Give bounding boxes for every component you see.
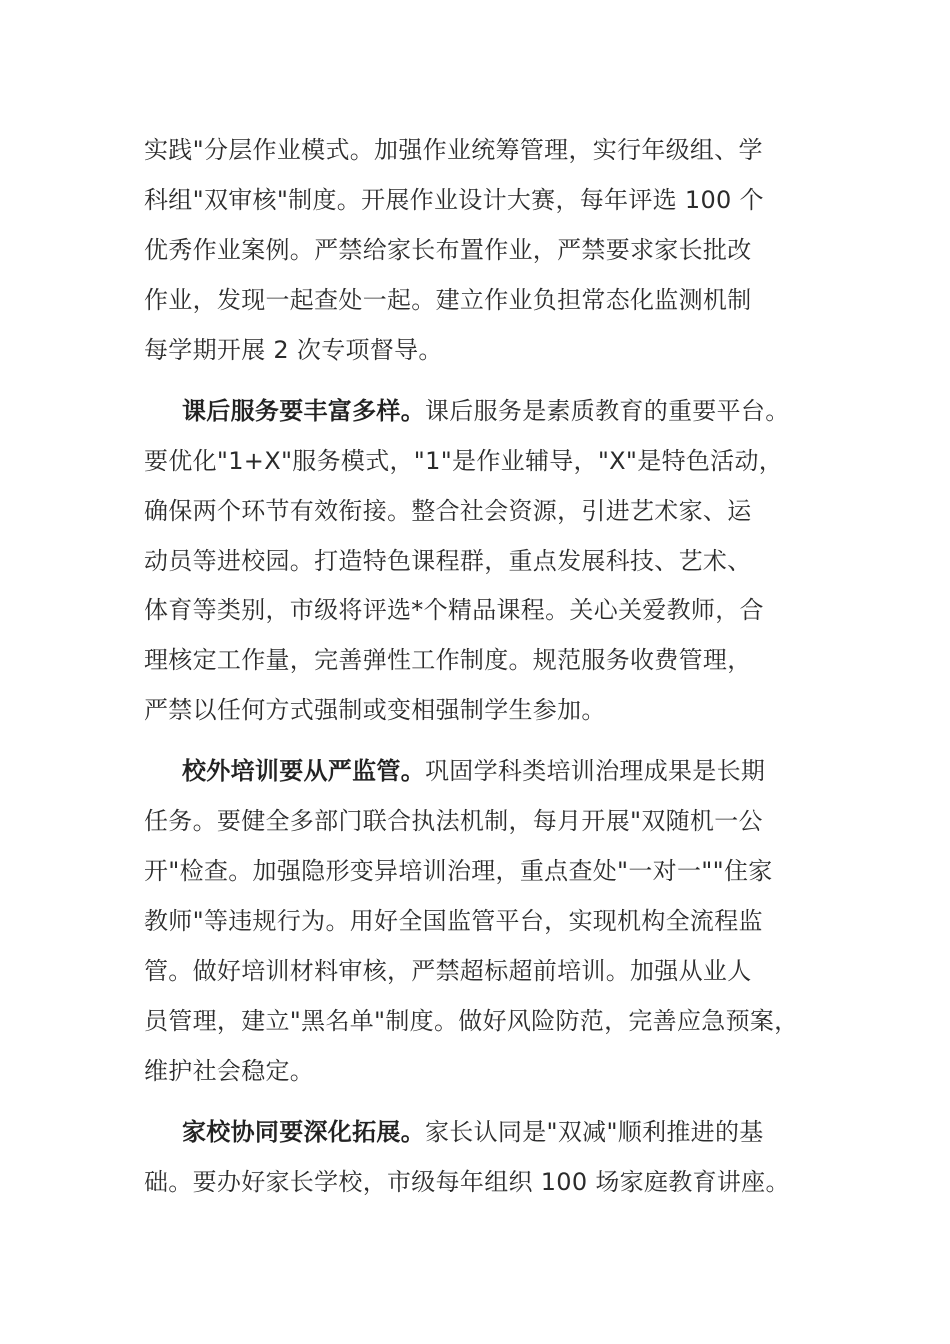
paragraph-1-line-2: 科组"双审核"制度。开展作业设计大赛，每年评选 100 个	[144, 186, 764, 214]
paragraph-2-line-6: 理核定工作量，完善弹性工作制度。规范服务收费管理，	[144, 646, 752, 674]
paragraph-3-heading: 校外培训要从严监管。	[182, 757, 425, 785]
paragraph-3-first-line	[182, 754, 765, 788]
paragraph-4-line-2: 础。要办好家长学校，市级每年组织 100 场家庭教育讲座。	[144, 1168, 790, 1196]
paragraph-1-line-1: 实践"分层作业模式。加强作业统筹管理，实行年级组、学	[144, 136, 763, 164]
paragraph-1-line-4: 作业，发现一起查处一起。建立作业负担常态化监测机制	[144, 286, 752, 314]
paragraph-4-heading: 家校协同要深化拓展。	[182, 1118, 425, 1146]
paragraph-2-line-2: 要优化"1+X"服务模式，"1"是作业辅导，"X"是特色活动，	[144, 447, 784, 475]
paragraph-1-line-3: 优秀作业案例。严禁给家长布置作业，严禁要求家长批改	[144, 236, 752, 264]
paragraph-3-line-6: 员管理，建立"黑名单"制度。做好风险防范，完善应急预案，	[144, 1007, 799, 1035]
paragraph-3-line-2: 任务。要健全多部门联合执法机制，每月开展"双随机一公	[144, 807, 763, 835]
paragraph-2-line-4: 动员等进校园。打造特色课程群，重点发展科技、艺术、	[144, 547, 752, 575]
paragraph-2-first-line	[182, 394, 790, 428]
paragraph-2-heading: 课后服务要丰富多样。	[182, 397, 425, 425]
paragraph-3-first-text: 巩固学科类培训治理成果是长期	[425, 757, 766, 785]
paragraph-3-line-7: 维护社会稳定。	[144, 1057, 315, 1085]
paragraph-3-line-5: 管。做好培训材料审核，严禁超标超前培训。加强从业人	[144, 957, 752, 985]
paragraph-4-first-text: 家长认同是"双减"顺利推进的基	[425, 1118, 764, 1146]
paragraph-1-line-5: 每学期开展 2 次专项督导。	[144, 336, 443, 364]
paragraph-3-line-3: 开"检查。加强隐形变异培训治理，重点查处"一对一""住家	[144, 857, 773, 885]
paragraph-2-line-3: 确保两个环节有效衔接。整合社会资源，引进艺术家、运	[144, 497, 752, 525]
paragraph-2-line-7: 严禁以任何方式强制或变相强制学生参加。	[144, 696, 606, 724]
paragraph-3-line-4: 教师"等违规行为。用好全国监管平台，实现机构全流程监	[144, 907, 763, 935]
paragraph-2-first-text: 课后服务是素质教育的重要平台。	[425, 397, 790, 425]
paragraph-4-first-line	[182, 1115, 764, 1149]
paragraph-2-line-5: 体育等类别，市级将评选*个精品课程。关心关爱教师，合	[144, 596, 764, 624]
